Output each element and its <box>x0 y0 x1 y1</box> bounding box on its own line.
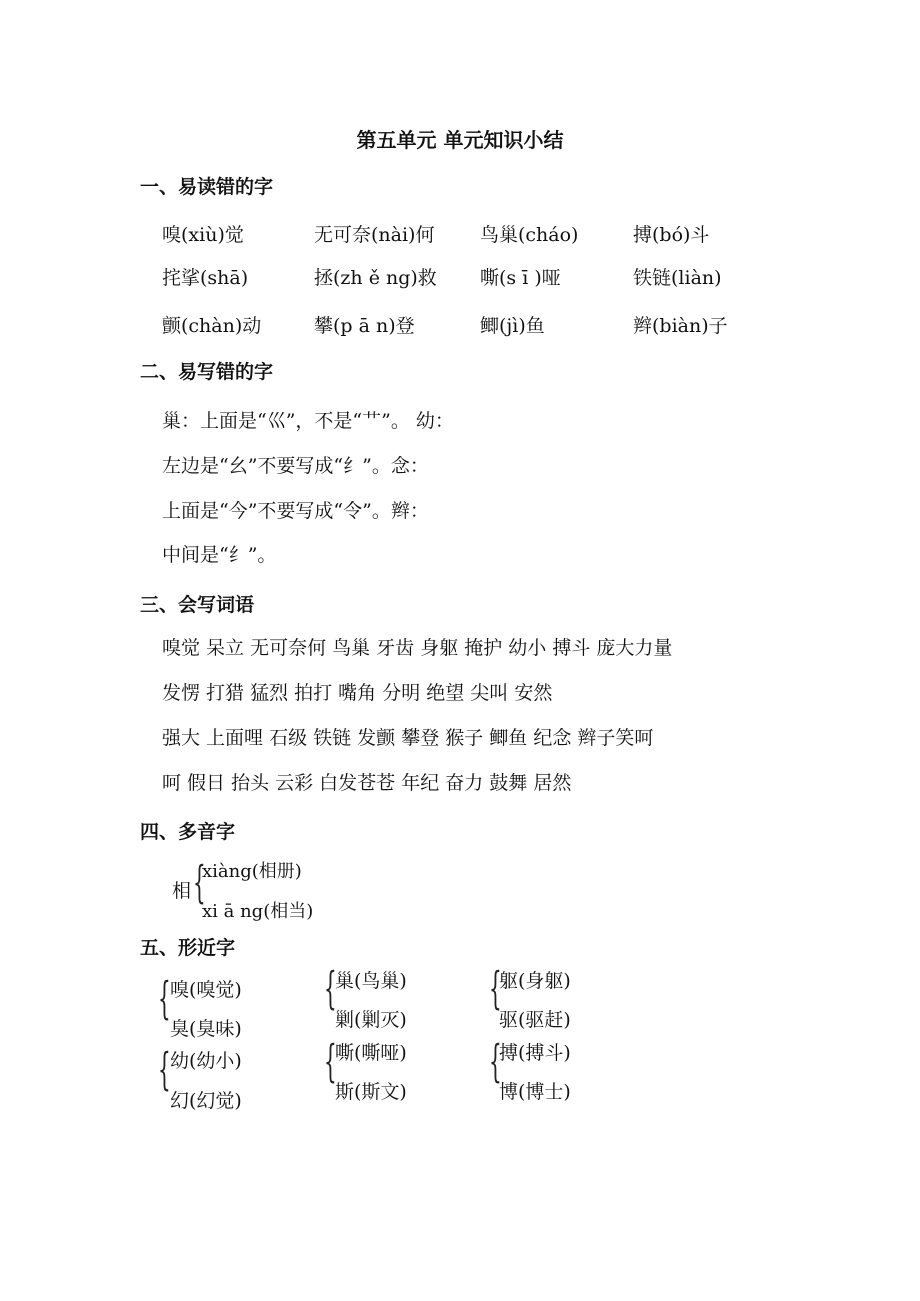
word-item: 颤(chàn)动 <box>162 315 262 337</box>
word-item: 无可奈(nài)何 <box>314 224 435 246</box>
similar-char-item: 搏(搏斗) <box>499 1042 571 1064</box>
brace-icon: { <box>489 1034 502 1088</box>
text-line: 巢：上面是“巛”，不是“艹”。 幼： <box>162 410 454 432</box>
text-line: 上面是“今”不要写成“令”。辫： <box>162 500 429 522</box>
similar-char-item: 躯(身躯) <box>499 970 571 992</box>
similar-char-item: 臭(臭味) <box>170 1018 242 1040</box>
word-item: 鸟巢(cháo) <box>480 224 579 246</box>
similar-char-item: 驱(驱赶) <box>499 1009 571 1031</box>
word-item: 辫(biàn)子 <box>633 315 728 337</box>
brace-icon: { <box>158 1042 171 1096</box>
reading-item: xi ā ng(相当) <box>202 901 314 922</box>
text-line: 中间是“纟”。 <box>162 544 277 566</box>
similar-char-item: 巢(鸟巢) <box>335 970 407 992</box>
section-heading-5: 五、形近字 <box>140 937 236 959</box>
brace-icon: { <box>324 1034 337 1088</box>
text-line: 左边是“幺”不要写成“纟”。念： <box>162 455 429 477</box>
reading-item: xiàng(相册) <box>202 861 302 882</box>
brace-icon: { <box>324 961 337 1015</box>
brace-icon: { <box>158 971 171 1025</box>
text-line: 呵 假日 抬头 云彩 白发苍苍 年纪 奋力 鼓舞 居然 <box>162 772 572 794</box>
similar-char-item: 幻(幻觉) <box>170 1090 242 1112</box>
word-item: 铁链(liàn) <box>633 267 722 289</box>
text-line: 强大 上面哩 石级 铁链 发颤 攀登 猴子 鲫鱼 纪念 辫子笑呵 <box>162 727 654 749</box>
text-line: 嗅觉 呆立 无可奈何 鸟巢 牙齿 身躯 掩护 幼小 搏斗 庞大力量 <box>162 637 673 659</box>
word-item: 鲫(jì)鱼 <box>480 315 545 337</box>
word-item: 挓挲(shā) <box>162 267 249 289</box>
section-heading-4: 四、多音字 <box>140 821 236 843</box>
word-item: 搏(bó)斗 <box>633 224 710 246</box>
word-item: 攀(p ā n)登 <box>314 315 415 337</box>
similar-char-item: 嘶(嘶哑) <box>335 1042 407 1064</box>
similar-char-item: 博(博士) <box>499 1081 571 1103</box>
page-title: 第五单元 单元知识小结 <box>356 128 564 152</box>
word-item: 拯(zh ě ng)救 <box>314 267 437 289</box>
brace-icon: { <box>193 855 206 909</box>
word-item: 嘶(s ī )哑 <box>480 267 561 289</box>
similar-char-item: 嗅(嗅觉) <box>170 979 242 1001</box>
similar-char-item: 幼(幼小) <box>170 1050 242 1072</box>
polyphone-char: 相 <box>172 880 192 902</box>
text-line: 发愣 打猎 猛烈 拍打 嘴角 分明 绝望 尖叫 安然 <box>162 682 553 704</box>
section-heading-2: 二、易写错的字 <box>140 361 274 383</box>
word-item: 嗅(xiù)觉 <box>162 224 244 246</box>
similar-char-item: 斯(斯文) <box>335 1081 407 1103</box>
brace-icon: { <box>489 961 502 1015</box>
section-heading-1: 一、易读错的字 <box>140 176 274 198</box>
similar-char-item: 剿(剿灭) <box>335 1009 407 1031</box>
section-heading-3: 三、会写词语 <box>140 594 255 616</box>
